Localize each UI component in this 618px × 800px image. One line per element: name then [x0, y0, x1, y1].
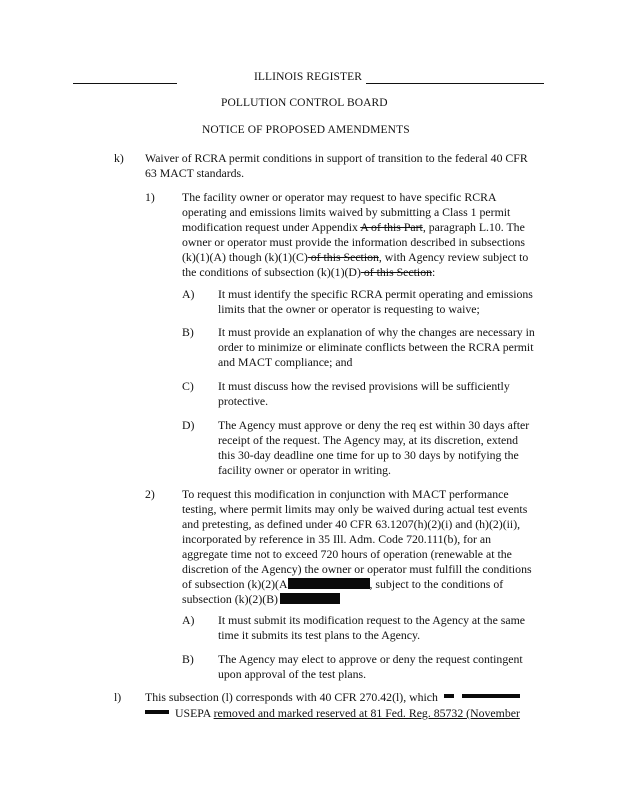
redaction-mark	[288, 578, 370, 589]
k2-line: aggregate time not to exceed 720 hours of operation (renewable at the	[182, 547, 512, 561]
board-title: POLLUTION CONTROL BOARD	[221, 97, 388, 109]
k2a-marker: A)	[182, 613, 195, 627]
k1-line: operating and emissions limits waived by submitting a Class 1 permit	[182, 205, 511, 219]
section-k-line: Waiver of RCRA permit conditions in support of transition to the federal 40 CFR	[145, 151, 528, 165]
k1b-line: It must provide an explanation of why the changes are necessary in	[218, 325, 535, 339]
k1-line: modification request under Appendix A of this Part, paragraph L.10. The	[182, 220, 525, 234]
redaction-mark	[444, 694, 454, 698]
notice-title: NOTICE OF PROPOSED AMENDMENTS	[202, 124, 410, 136]
k1a-line: It must identify the specific RCRA permit operating and emissions	[218, 287, 533, 301]
k1-line: owner or operator must provide the information described in subsections	[182, 235, 526, 249]
deleted-text: A of this Part	[360, 220, 423, 234]
k1d-line: facility owner or operator in writing.	[218, 463, 391, 477]
k1d-line: receipt of the request. The Agency may, at its discretion, extend	[218, 433, 519, 447]
inserted-text: removed and marked reserved at 81 Fed. Reg. 85732 (November	[213, 706, 520, 720]
deleted-text: of this Section	[360, 265, 432, 279]
header-rule-left	[73, 83, 177, 84]
k1a-line: limits that the owner or operator is requesting to waive;	[218, 302, 480, 316]
k2-marker: 2)	[145, 487, 155, 501]
k1b-line: order to minimize or eliminate conflicts between the RCRA permit	[218, 340, 534, 354]
k2-line: To request this modification in conjunction with MACT performance	[182, 487, 509, 501]
section-k-marker: k)	[114, 151, 124, 165]
section-l-line: USEPA removed and marked reserved at 81 Fed. Reg. 85732 (November	[145, 706, 520, 722]
deleted-text: of this Section	[307, 250, 379, 264]
section-l-marker: l)	[114, 690, 122, 704]
k1-line: the conditions of subsection (k)(1)(D) of this Section:	[182, 265, 436, 279]
k1b-marker: B)	[182, 325, 194, 339]
k2a-line: time it submits its test plans to the Agency.	[218, 628, 421, 642]
k2b-marker: B)	[182, 652, 194, 666]
k1-marker: 1)	[145, 190, 155, 204]
k2b-line: upon approval of the test plans.	[218, 667, 367, 681]
k1d-marker: D)	[182, 418, 195, 432]
k1d-line: The Agency must approve or deny the req est within 30 days after	[218, 418, 530, 432]
k1b-line: and MACT compliance; and	[218, 355, 353, 369]
redaction-mark	[462, 694, 520, 698]
k2-line: and pretesting, as defined under 40 CFR 63.1207(h)(2)(i) and (h)(2)(ii),	[182, 517, 521, 531]
k1d-line: this 30-day deadline one time for up to 30 days by notifying the	[218, 448, 519, 462]
k1-line: (k)(1)(A) though (k)(1)(C) of this Section, with Agency review subject to	[182, 250, 529, 264]
redaction-mark	[280, 593, 340, 604]
k1a-marker: A)	[182, 287, 195, 301]
k2-line: of subsection (k)(2)(A , subject to the conditions of	[182, 577, 504, 591]
k1c-line: It must discuss how the revised provisions will be sufficiently	[218, 379, 510, 393]
k2-line: incorporated by reference in 35 Ill. Adm. Code 720.111(b), for an	[182, 532, 492, 546]
k2a-line: It must submit its modification request to the Agency at the same	[218, 613, 525, 627]
k2-line: testing, where permit limits may only be waived during actual test events	[182, 502, 528, 516]
register-title: ILLINOIS REGISTER	[254, 71, 363, 83]
section-l-line: This subsection (l) corresponds with 40 CFR 270.42(l), which	[145, 690, 520, 706]
k2-line: discretion of the Agency) the owner or operator must fulfill the conditions	[182, 562, 532, 576]
k2-line: subsection (k)(2)(B)	[182, 592, 340, 608]
redaction-mark	[145, 710, 169, 714]
k2b-line: The Agency may elect to approve or deny the request contingent	[218, 652, 523, 666]
header-rule-right	[366, 83, 544, 84]
k1c-line: protective.	[218, 394, 269, 408]
section-k-line: 63 MACT standards.	[145, 166, 245, 180]
k1c-marker: C)	[182, 379, 194, 393]
k1-line: The facility owner or operator may request to have specific RCRA	[182, 190, 497, 204]
